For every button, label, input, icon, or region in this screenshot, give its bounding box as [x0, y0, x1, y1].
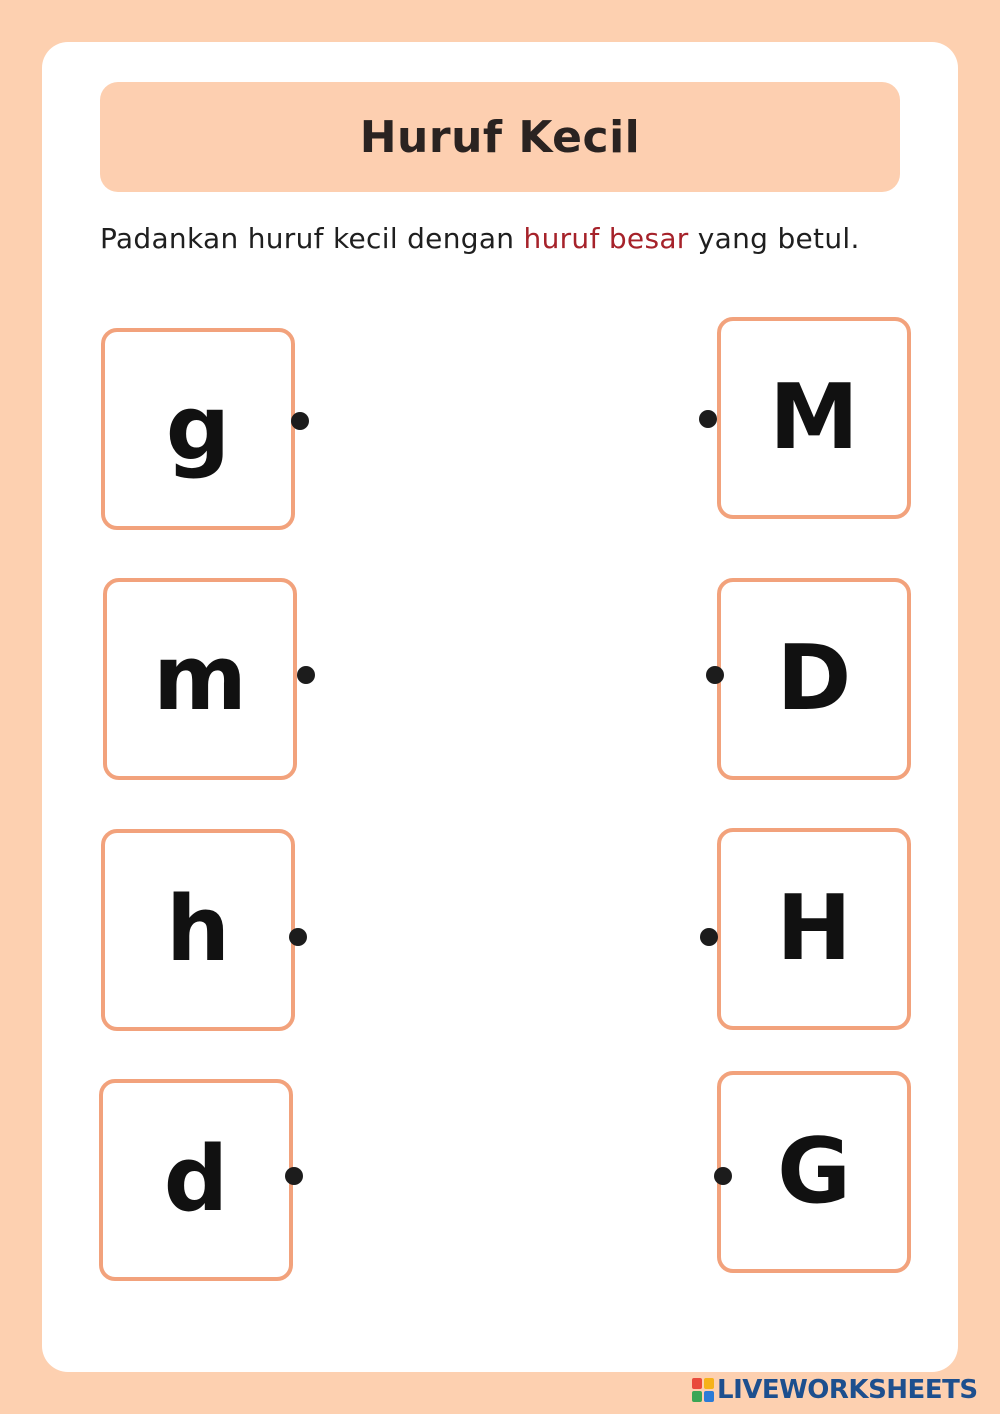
right-card-4[interactable] [717, 1071, 911, 1273]
right-card-3[interactable] [717, 828, 911, 1030]
title-banner [100, 82, 900, 192]
uppercase-letter: D [776, 626, 852, 731]
instruction-after: yang betul. [688, 222, 860, 255]
left-card-3[interactable] [101, 829, 295, 1031]
lowercase-letter: h [165, 877, 231, 982]
right-match-dot-2[interactable] [706, 666, 724, 684]
left-match-dot-1[interactable] [291, 412, 309, 430]
instruction-before: Padankan huruf kecil dengan [100, 222, 524, 255]
uppercase-letter: G [777, 1119, 851, 1224]
uppercase-letter: M [769, 365, 859, 470]
left-match-dot-4[interactable] [285, 1167, 303, 1185]
lowercase-letter: m [153, 626, 247, 731]
liveworksheets-logo-icon [692, 1378, 714, 1402]
left-match-dot-2[interactable] [297, 666, 315, 684]
instruction-highlight: huruf besar [523, 222, 689, 255]
right-card-2[interactable] [717, 578, 911, 780]
instruction-text [100, 222, 920, 255]
left-card-2[interactable] [103, 578, 297, 780]
uppercase-letter: H [776, 876, 852, 981]
right-match-dot-4[interactable] [714, 1167, 732, 1185]
left-match-dot-3[interactable] [289, 928, 307, 946]
lowercase-letter: g [165, 376, 231, 481]
logo-text: LIVEWORKSHEETS [717, 1375, 978, 1405]
right-card-1[interactable] [717, 317, 911, 519]
right-match-dot-1[interactable] [699, 410, 717, 428]
left-card-1[interactable] [101, 328, 295, 530]
right-match-dot-3[interactable] [700, 928, 718, 946]
page-title: Huruf Kecil [359, 111, 641, 163]
left-card-4[interactable] [99, 1079, 293, 1281]
lowercase-letter: d [163, 1127, 229, 1232]
liveworksheets-logo[interactable] [692, 1372, 978, 1408]
